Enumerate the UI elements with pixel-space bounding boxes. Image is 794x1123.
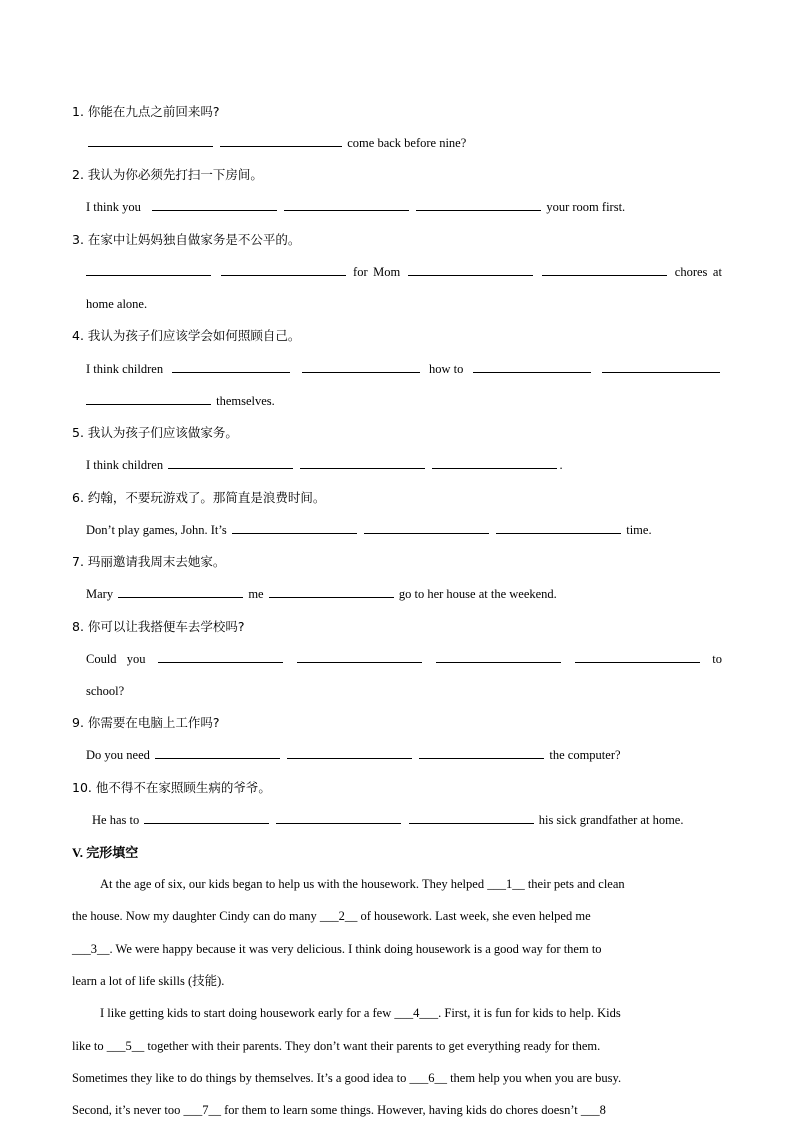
passage-line: ___3__. We were happy because it was very delicious. I think doing housework is a good way for them to (72, 942, 602, 956)
answer-blank[interactable] (232, 519, 357, 534)
q4-after: themselves. (216, 394, 275, 408)
q2-number: 2. (72, 167, 84, 182)
q3-answer-line (86, 261, 722, 283)
answer-blank[interactable] (416, 196, 541, 211)
q9-chinese (72, 712, 722, 734)
q2-after: your room first. (546, 200, 626, 214)
q3-answer-line2 (86, 293, 722, 315)
answer-blank[interactable] (419, 744, 544, 759)
q5-number: 5. (72, 425, 84, 440)
q6-prompt: 约翰，不要玩游戏了。那简直是浪费时间。 (87, 490, 326, 505)
answer-blank[interactable] (155, 744, 280, 759)
answer-blank[interactable] (287, 744, 412, 759)
answer-blank[interactable] (221, 261, 346, 276)
q7-chinese (72, 551, 722, 573)
q10-answer-line (92, 809, 722, 831)
q7-after: go to her house at the weekend. (398, 587, 557, 601)
q1-chinese (72, 101, 722, 123)
q8-to: to (712, 652, 722, 666)
answer-blank[interactable] (284, 196, 409, 211)
q1-prompt: 你能在九点之前回来吗? (87, 104, 220, 119)
q9-number: 9. (72, 715, 84, 730)
q3-chores: chores (674, 265, 708, 279)
q4-chinese (72, 325, 722, 347)
answer-blank[interactable] (86, 261, 211, 276)
q2-answer-line (86, 196, 722, 218)
answer-blank[interactable] (408, 261, 533, 276)
q4-answer-line (86, 358, 722, 380)
q5-prompt: 我认为孩子们应该做家务。 (87, 425, 238, 440)
passage-line: Sometimes they like to do things by themselves. It’s a good idea to ___6__ them help you when you are busy. (72, 1071, 622, 1085)
answer-blank[interactable] (158, 648, 283, 663)
q6-before: Don’t play games, John. It’s (86, 523, 227, 537)
q1-answer-line (86, 132, 722, 154)
answer-blank[interactable] (118, 583, 243, 598)
passage-line: the house. Now my daughter Cindy can do many ___2__ of housework. Last week, she even helped me (72, 909, 591, 923)
q2-before: I think you (86, 200, 141, 214)
answer-blank[interactable] (269, 583, 394, 598)
q7-prompt: 玛丽邀请我周末去她家。 (87, 554, 226, 569)
answer-blank[interactable] (276, 809, 401, 824)
q5-answer-line (86, 454, 722, 476)
q4-number: 4. (72, 328, 84, 343)
q3-at: at (712, 265, 722, 279)
q8-chinese (72, 616, 722, 638)
q4-answer-line2 (86, 390, 722, 412)
q8-answer-line (86, 648, 722, 670)
passage-line: At the age of six, our kids began to help us with the housework. They helped ___1__ their pets and clean (100, 877, 625, 891)
q9-prompt: 你需要在电脑上工作吗? (87, 715, 220, 730)
q9-after: the computer? (549, 748, 621, 762)
answer-blank[interactable] (473, 358, 591, 373)
q3-prompt: 在家中让妈妈独自做家务是不公平的。 (87, 232, 301, 247)
answer-blank[interactable] (575, 648, 700, 663)
answer-blank[interactable] (144, 809, 269, 824)
q10-before: He has to (92, 813, 140, 827)
q2-prompt: 我认为你必须先打扫一下房间。 (87, 167, 263, 182)
answer-blank[interactable] (88, 132, 213, 147)
answer-blank[interactable] (297, 648, 422, 663)
q10-number: 10. (72, 780, 92, 795)
answer-blank[interactable] (542, 261, 667, 276)
answer-blank[interactable] (86, 390, 211, 405)
q4-prompt: 我认为孩子们应该学会如何照顾自己。 (87, 328, 301, 343)
q4-before: I think children (86, 362, 164, 376)
q6-after: time. (626, 523, 652, 537)
q10-chinese (72, 777, 722, 799)
answer-blank[interactable] (168, 454, 293, 469)
q3-for: for (353, 265, 368, 279)
q6-chinese (72, 487, 722, 509)
q8-answer-line2 (86, 680, 722, 702)
answer-blank[interactable] (152, 196, 277, 211)
q3-mom: Mom (373, 265, 401, 279)
q5-chinese (72, 422, 722, 444)
answer-blank[interactable] (220, 132, 342, 147)
q10-prompt: 他不得不在家照顾生病的爷爷。 (95, 780, 271, 795)
q3-chinese (72, 229, 722, 251)
answer-blank[interactable] (436, 648, 561, 663)
q9-before: Do you need (86, 748, 150, 762)
answer-blank[interactable] (302, 358, 420, 373)
q7-before: Mary (86, 587, 114, 601)
q1-after: come back before nine? (347, 136, 467, 150)
q5-after: . (559, 458, 563, 472)
q3-line2: home alone. (86, 297, 148, 311)
q8-line2: school? (86, 684, 125, 698)
answer-blank[interactable] (300, 454, 425, 469)
q7-number: 7. (72, 554, 84, 569)
section-title (72, 842, 722, 864)
q9-answer-line (86, 744, 722, 766)
q7-answer-line (86, 583, 722, 605)
passage-line: like to ___5__ together with their parents. They don’t want their parents to get everything ready for them. (72, 1039, 601, 1053)
passage-line: learn a lot of life skills (技能). (72, 974, 225, 988)
q8-you: you (126, 652, 146, 666)
q7-me: me (248, 587, 264, 601)
answer-blank[interactable] (172, 358, 290, 373)
answer-blank[interactable] (409, 809, 534, 824)
q6-number: 6. (72, 490, 84, 505)
q4-how-to: how to (428, 362, 464, 376)
answer-blank[interactable] (602, 358, 720, 373)
q8-number: 8. (72, 619, 84, 634)
passage-line: I like getting kids to start doing housework early for a few ___4___. First, it is fun for kids to help. Kids (100, 1006, 621, 1020)
q5-before: I think children (86, 458, 164, 472)
section-heading: V. 完形填空 (72, 845, 139, 860)
q6-answer-line (86, 519, 722, 541)
passage-line: Second, it’s never too ___7__ for them to learn some things. However, having kids do chores doesn’t ___8 (72, 1103, 606, 1117)
q8-prompt: 你可以让我搭便车去学校吗? (87, 619, 245, 634)
q2-chinese (72, 164, 722, 186)
q8-could: Could (86, 652, 117, 666)
q1-number: 1. (72, 104, 84, 119)
answer-blank[interactable] (432, 454, 557, 469)
answer-blank[interactable] (496, 519, 621, 534)
answer-blank[interactable] (364, 519, 489, 534)
q3-number: 3. (72, 232, 84, 247)
q10-after: his sick grandfather at home. (538, 813, 684, 827)
